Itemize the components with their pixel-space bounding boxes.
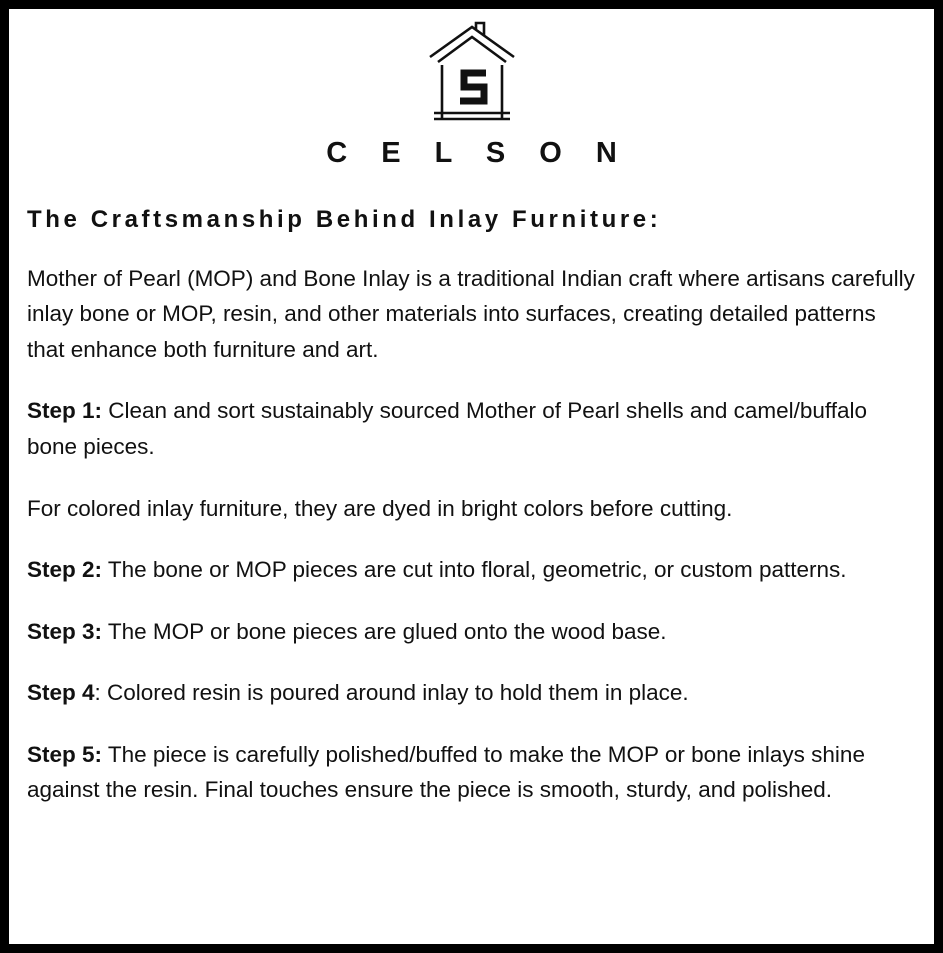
paragraph-step-5 xyxy=(27,737,916,808)
paragraph-step-4-lead: Step 4 xyxy=(27,680,95,706)
page-title: The Craftsmanship Behind Inlay Furniture: xyxy=(27,206,662,233)
paragraph-step-4 xyxy=(27,675,916,711)
paragraph-step-1-text: Clean and sort sustainably sourced Mother of Pearl shells and camel/buffalo bone pieces. xyxy=(27,398,868,459)
brand-name: C E L S O N xyxy=(326,137,630,169)
paragraph-step-1 xyxy=(27,393,916,464)
paragraph-step-2-text: The bone or MOP pieces are cut into floral, geometric, or custom patterns. xyxy=(102,557,847,583)
paragraph-intro xyxy=(27,261,916,368)
paragraph-note-colored-text: For colored inlay furniture, they are dyed in bright colors before cutting. xyxy=(27,495,733,521)
paragraph-step-1-lead: Step 1: xyxy=(27,398,103,424)
paragraph-step-3 xyxy=(27,614,916,650)
paragraph-step-2 xyxy=(27,552,916,588)
paragraph-step-2-lead: Step 2: xyxy=(27,557,103,583)
page-inner xyxy=(9,9,934,944)
paragraph-step-3-lead: Step 3: xyxy=(27,618,103,644)
paragraph-note-colored xyxy=(27,491,916,527)
brand-block xyxy=(27,17,916,168)
paragraph-intro-text: Mother of Pearl (MOP) and Bone Inlay is a traditional Indian craft where artisans carefully inlay bone or MOP, resin, and other materials into surfaces, creating detailed patterns that enhance both furniture and art. xyxy=(27,265,915,362)
body-copy xyxy=(27,261,916,808)
house-monogram-logo-icon xyxy=(424,21,520,125)
paragraph-step-5-text: The piece is carefully polished/buffed to make the MOP or bone inlays shine against the resin. Final touches ensure the piece is smooth, sturdy, and polished. xyxy=(27,741,865,803)
paragraph-step-4-text: : Colored resin is poured around inlay to hold them in place. xyxy=(94,680,689,706)
paragraph-step-3-text: The MOP or bone pieces are glued onto the wood base. xyxy=(102,618,667,644)
paragraph-step-5-lead: Step 5: xyxy=(27,741,103,767)
